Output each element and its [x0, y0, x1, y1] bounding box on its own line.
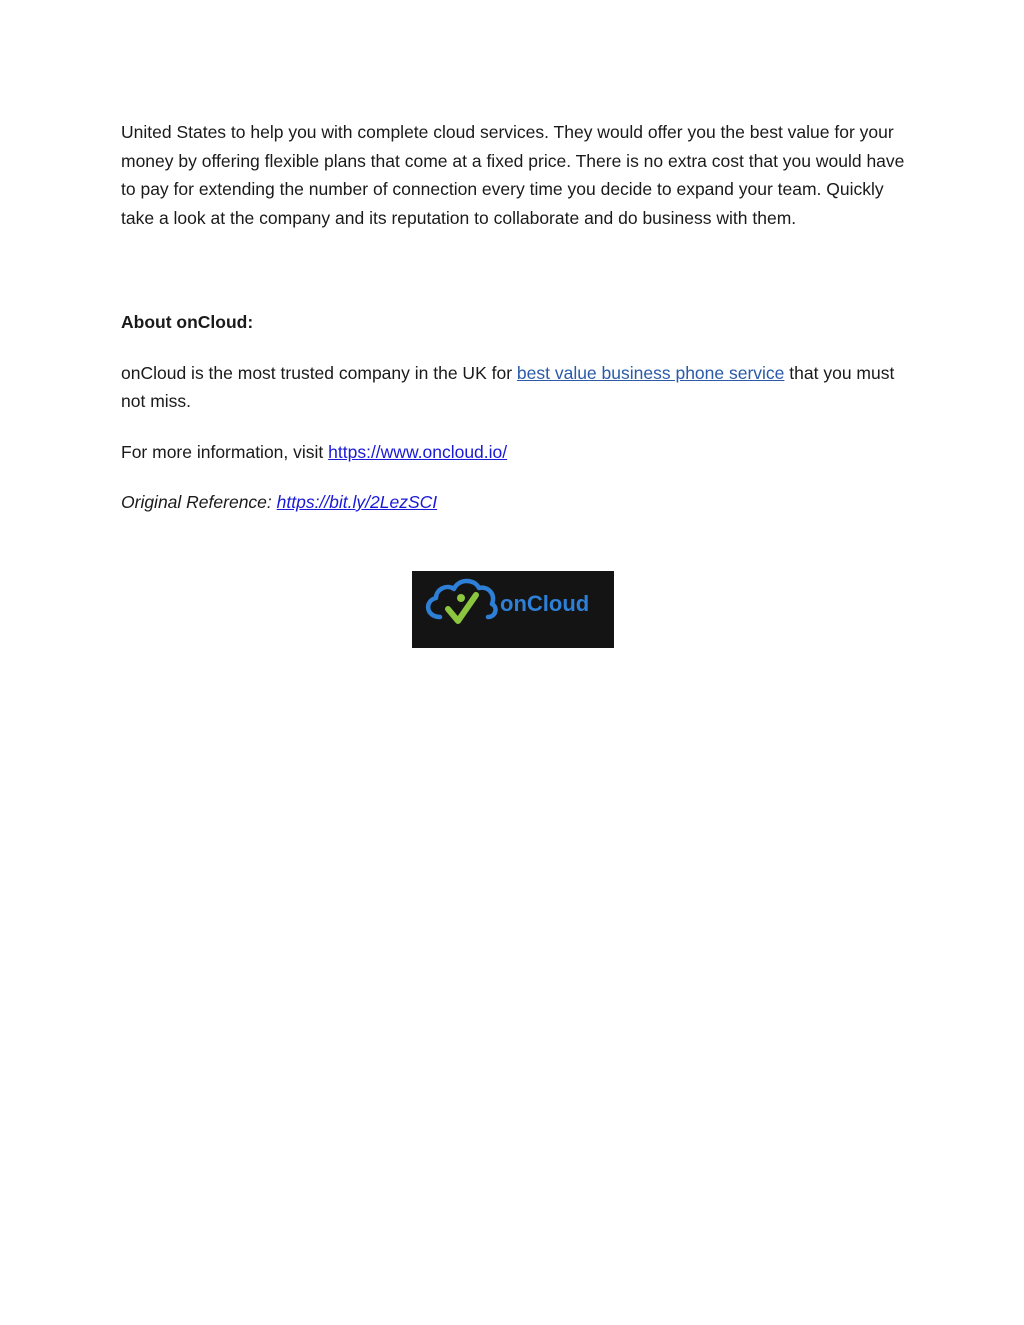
logo-wordmark: onCloud	[500, 591, 590, 616]
about-text-after: that you must not miss.	[121, 362, 895, 411]
reference-link[interactable]: https://bit.ly/2LezSCI	[276, 492, 438, 512]
cloud-check-icon	[412, 571, 614, 648]
more-info-text: For more information, visit	[121, 441, 329, 462]
intro-paragraph: United States to help you with complete cloud services. They would offer you the best value for your money by offering flexible plans that come at a fixed price. There is no extra cost that you would have to pay for extending the number of connection every time you decide to expand your team. Quickly take a look at the company and its reputation to collaborate and do business with them.	[121, 122, 905, 228]
reference-text: Original Reference:	[121, 492, 277, 512]
oncloud-logo	[412, 571, 614, 648]
document-body	[121, 118, 911, 517]
about-text-before: onCloud is the most trusted company in the UK for	[121, 362, 517, 383]
reference-paragraph	[121, 488, 911, 517]
about-paragraph	[121, 359, 911, 416]
about-heading: About onCloud:	[121, 312, 254, 332]
phone-service-link[interactable]: best value business phone service	[516, 362, 785, 383]
website-link[interactable]: https://www.oncloud.io/	[328, 441, 508, 462]
more-info-paragraph	[121, 438, 911, 467]
